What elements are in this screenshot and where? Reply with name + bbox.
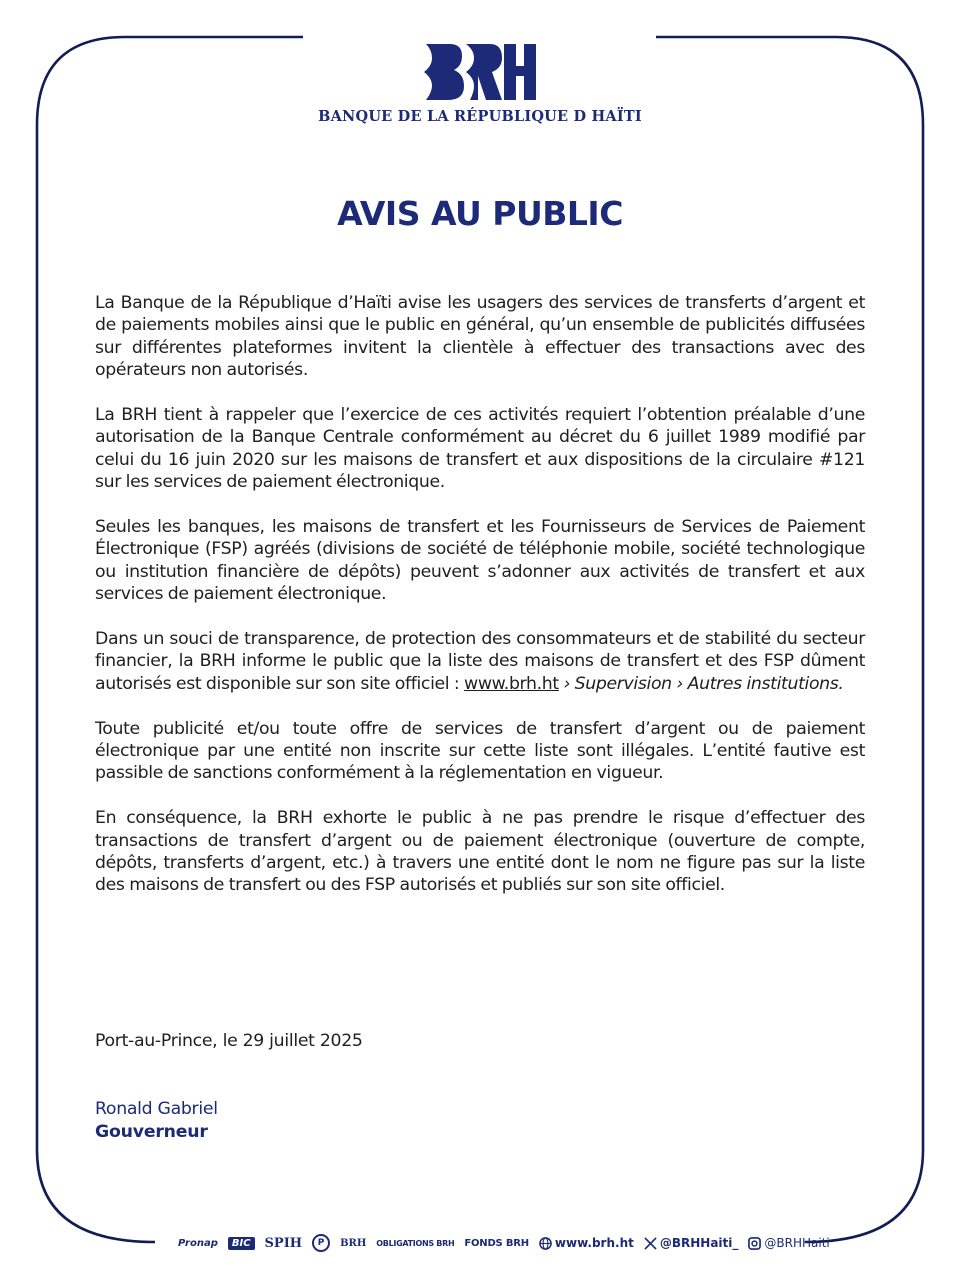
signatory-title: Gouverneur <box>95 1122 208 1142</box>
pronap-logo: Pronap <box>178 1237 218 1249</box>
fonds-brh-logo: FONDS BRH <box>464 1237 529 1249</box>
footer-website-text: www.brh.ht <box>554 1236 634 1250</box>
x-twitter-icon <box>644 1237 657 1250</box>
globe-icon <box>539 1237 552 1250</box>
institution-name: BANQUE DE LA RÉPUBLIQUE D HAÏTI <box>318 108 642 125</box>
signatory-name: Ronald Gabriel <box>95 1099 218 1119</box>
brh-logo-mark <box>420 40 540 104</box>
frame-bottom-left <box>37 1150 155 1242</box>
paragraph-4-text: Dans un souci de transparence, de protection des consommateurs et de stabilité du secteur financier, la BRH informe le public que la liste des maisons de transfert et des FSP dûment autorisés est disponible sur son site officiel : <box>95 629 865 694</box>
bic-logo: BIC <box>228 1237 255 1250</box>
page-title: AVIS AU PUBLIC <box>337 194 623 233</box>
paragraph-3: Seules les banques, les maisons de transfert et les Fournisseurs de Services de Paiement Électronique (FSP) agréés (divisions de société de téléphonie mobile, société technologique ou institution financière de dépôts) peuvent s’adonner aux activités de transfert et aux services de paiement électronique. <box>95 517 865 605</box>
footer <box>178 1231 830 1255</box>
paragraph-1: La Banque de la République d’Haïti avise les usagers des services de transferts d’argent et de paiements mobiles ainsi que le public en général, qu’un ensemble de publicités diffusées sur différentes plateformes invitent la clientèle à effectuer des transactions avec des opérateurs non autorisés. <box>95 293 865 381</box>
website-link[interactable]: www.brh.ht <box>464 673 559 694</box>
partner-circle-logo: P <box>312 1234 330 1252</box>
footer-website[interactable] <box>539 1236 634 1250</box>
paragraph-4 <box>95 628 865 695</box>
footer-x-account[interactable] <box>644 1236 739 1250</box>
paragraph-2: La BRH tient à rappeler que l’exercice de ces activités requiert l’obtention préalable d’une autorisation de la Banque Centrale conformément au décret du 6 juillet 1989 modifié par celui du 16 juin 2020 sur les maisons de transfert et aux dispositions de la circulaire #121 sur les services de paiement électronique. <box>95 405 865 493</box>
brh-logo <box>0 40 960 125</box>
paragraph-5: Toute publicité et/ou toute offre de services de transfert d’argent ou de paiement électronique par une entité non inscrite sur cette liste sont illégales. L’entité fautive est passible de sanctions conformément à la réglementation en vigueur. <box>95 718 865 784</box>
notice-body <box>95 292 865 919</box>
brh-mobile-logo: BRH <box>340 1237 367 1249</box>
paragraph-6: En conséquence, la BRH exhorte le public à ne pas prendre le risque d’effectuer des transactions de transfert d’argent ou de paiement électronique (ouverture de compte, dépôts, transferts d’argent, etc.) à travers une entité dont le nom ne figure pas sur la liste des maisons de transfert ou des FSP autorisés et publiés sur son site officiel. <box>95 808 865 896</box>
site-path: › Supervision › Autres institutions. <box>558 673 844 694</box>
footer-x-handle: @BRHHaiti_ <box>659 1236 739 1250</box>
footer-instagram-account[interactable] <box>748 1236 829 1250</box>
spih-logo: SPIH <box>264 1235 303 1251</box>
instagram-icon <box>748 1237 761 1250</box>
place-date: Port-au-Prince, le 29 juillet 2025 <box>95 1031 363 1051</box>
frame-bottom-right <box>805 1150 923 1242</box>
footer-instagram-handle: @BRHHaiti <box>764 1236 830 1250</box>
obligations-brh-logo: OBLIGATIONS BRH <box>376 1238 455 1248</box>
